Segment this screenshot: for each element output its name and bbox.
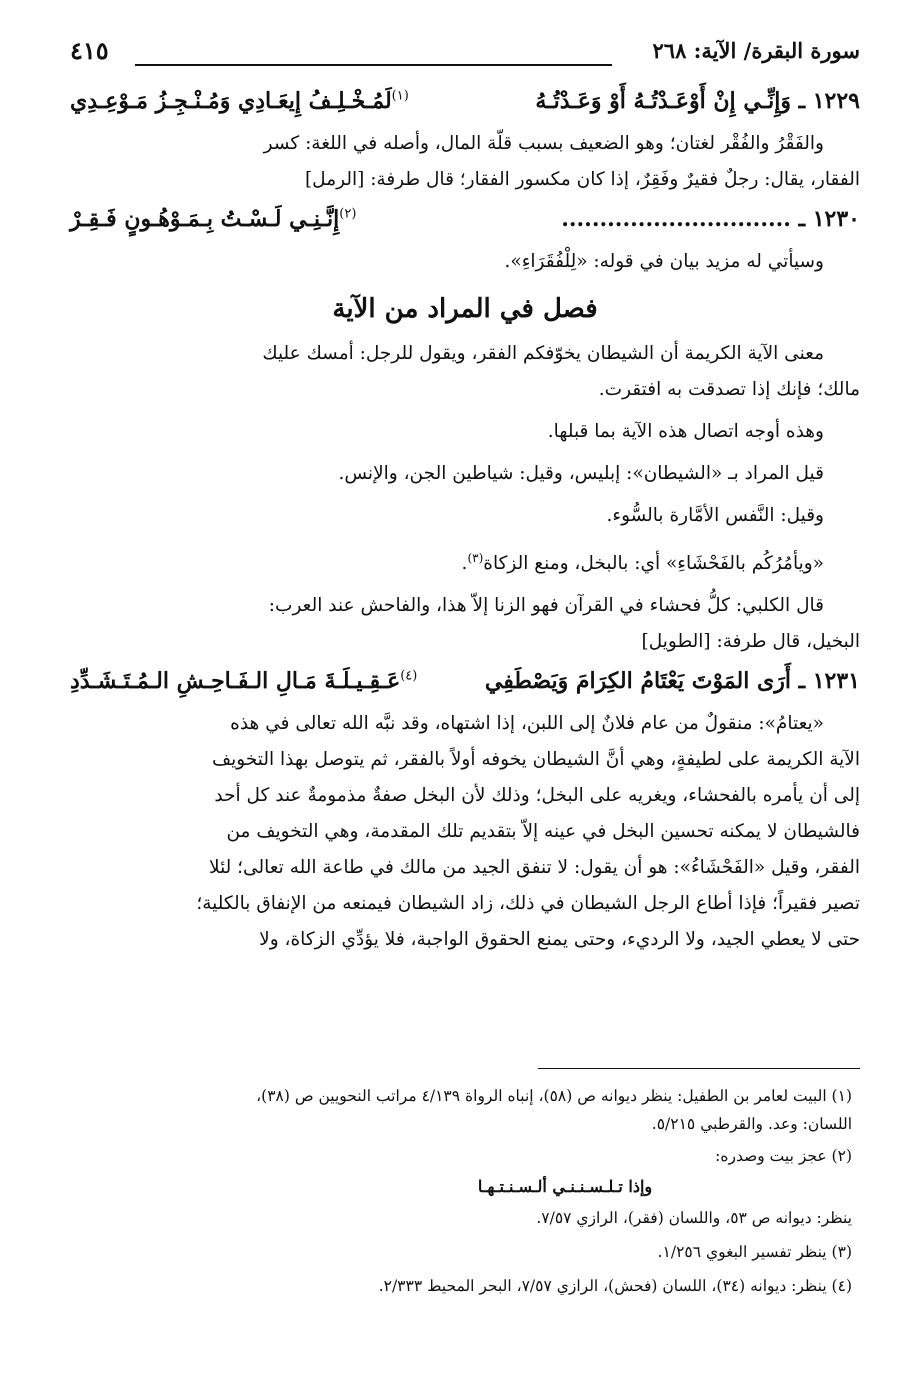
verse-hemistich-1: ١٢٣١ ـ أَرَى المَوْتَ يَعْتَامُ الكِرَامَ وَيَصْطَفِي [484,668,860,695]
paragraph-line: إلى أن يأمره بالفحشاء، ويغريه على البخل؛ وذلك لأن البخل صفةٌ مذمومةٌ عند كل أحد [214,785,860,807]
verse-hemistich-2: $^{(٢)}$إِنَّـنِـي لَـسْـتُ بِـمَـوْهُـونٍ فَـقِـرْ [70,206,357,232]
page-body [70,30,860,958]
paragraph-line: «يعتامُ»: منقولٌ من عام فلانٌ إلى اللبن، إذا اشتهاه، وقد نبَّه الله تعالى في هذه [230,713,824,735]
paragraph-line: «ويأمُرُكُم بالفَحْشَاءِ» أي: بالبخل، ومنع الزكاة$^{(٣)}$. [461,551,824,575]
paragraph-line: حتى لا يعطي الجيد، ولا الرديء، وحتى يمنع الحقوق الواجبة، فلا يؤدِّي الزكاة، ولا [259,929,860,951]
paragraph-line: الفقر، وقيل «الفَحْشَاءُ»: هو أن يقول: لا تنفق الجيد من مالك في طاعة الله تعالى؛ لئلا [209,857,860,879]
paragraph-line: تصير فقيراً؛ فإذا أطاع الرجل الشيطان في ذلك، زاد الشيطان فيمنعه من الإنفاق بالكلية؛ [196,893,860,915]
verse-1231 [70,660,860,706]
section-heading: فصل في المراد من الآية [332,294,598,324]
page-number: ٤١٥ [70,36,109,65]
running-title: سورة البقرة/ الآية: ٢٦٨ [652,38,860,63]
paragraph-line: قيل المراد بـ «الشيطان»: إبليس، وقيل: شياطين الجن، والإنس. [338,463,824,484]
footnote-2-cont: ينظر: ديوانه ص ٥٣، واللسان (فقر)، الرازي ٧/٥٧. [536,1209,852,1227]
page-header [70,30,860,74]
paragraph-line: معنى الآية الكريمة أن الشيطان يخوّفكم الفقر، ويقول للرجل: أمسك عليك [262,343,824,364]
paragraph-line: الفقار، يقال: رجلٌ فقيرٌ وفَقِرٌ، إذا كان مكسور الفقار؛ قال طرفة: [الرمل] [304,169,860,190]
paragraph-line: وسيأتي له مزيد بيان في قوله: «لِلْفُقَرَاءِ». [504,251,824,272]
verse-hemistich-1: ١٢٢٩ ـ وَإِنِّـي إِنْ أَوْعَـدْتُـهُ أَوْ وَعَـدْتُـهُ [535,88,860,114]
footnotes [70,1068,860,1300]
verse-1229 [70,80,860,126]
verse-hemistich-2: $^{(٤)}$عَـقِـيـلَـةَ مَـالِ الـفَـاحِـشِ الـمُـتَـشَـدِّدِ [70,668,418,695]
paragraph-line: وقيل: النَّفس الأمَّارة بالسُّوء. [606,505,824,526]
footnote-1: (١) البيت لعامر بن الطفيل: ينظر ديوانه ص (٥٨)، إنباه الرواة ٤/١٣٩ مراتب النحويين ص (٣٨)، [256,1087,852,1105]
footnote-2-verse: وإذا تـلـسـنـنـي ألـسـنـتـهـا [477,1177,653,1196]
verse-hemistich-1: ١٢٣٠ ـ .............................. [561,206,860,232]
footnote-4: (٤) ينظر: ديوانه (٣٤)، اللسان (فحش)، الرازي ٧/٥٧، البحر المحيط ٢/٣٣٣. [378,1277,852,1295]
paragraph-line: وهذه أوجه اتصال هذه الآية بما قبلها. [547,421,824,442]
paragraph-line: البخيل، قال طرفة: [الطويل] [641,631,860,653]
footnote-3: (٣) ينظر تفسير البغوي ١/٢٥٦. [657,1243,852,1261]
header-rule [135,64,612,66]
paragraph-line: مالك؛ فإنك إذا تصدقت به افتقرت. [598,379,860,400]
footnote-ref: (١) [391,88,409,104]
verse-hemistich-2: $^{(١)}$لَمُـخْـلِـفُ إِيعَـادِي وَمُـنْـجِـزُ مَـوْعِـدِي [70,88,409,114]
verse-1230 [70,198,860,244]
footnote-2: (٢) عجز بيت وصدره: [715,1147,852,1165]
footnote-separator [538,1068,860,1069]
paragraph-line: قال الكلبي: كلُّ فحشاء في القرآن فهو الزنا إلاّ هذا، والفاحش عند العرب: [268,595,824,617]
footnote-ref: (٤) [400,668,418,684]
footnote-ref: (٣) [467,551,484,565]
footnote-ref: (٢) [339,206,357,222]
paragraph-line: فالشيطان لا يمكنه تحسين البخل في عينه إلاّ بتقديم تلك المقدمة، وهي التخويف من [226,821,860,843]
footnote-1-cont: اللسان: وعد. والقرطبي ٥/٢١٥. [651,1115,852,1133]
paragraph-line: والفَقْرُ والفُقْر لغتان؛ وهو الضعيف بسبب قلّة المال، وأصله في اللغة: كسر [263,133,824,154]
paragraph-line: الآية الكريمة على لطيفةٍ، وهي أنَّ الشيطان يخوفه أولاً بالفقر، ثم يتوصل بهذا التخويف [212,749,860,771]
